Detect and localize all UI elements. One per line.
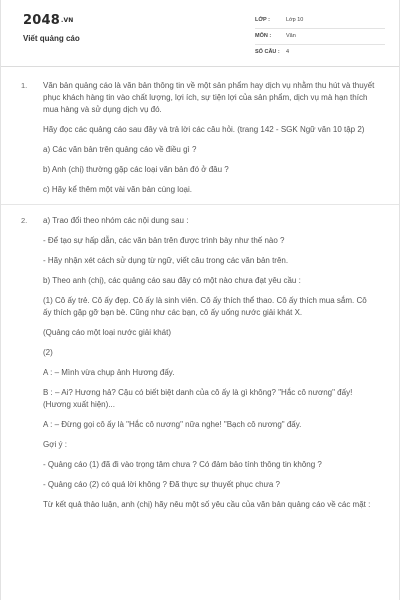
question-paragraph: Từ kết quả thảo luận, anh (chị) hãy nêu một số yêu cầu của văn bản quảng cáo về các mặt : [43,500,371,509]
meta-row-subject [255,29,385,45]
meta-info [255,13,385,61]
question-list [1,80,399,519]
question-paragraph: A : – Đừng gọi cô ấy là "Hắc cô nương" nữa nghe! "Bạch cô nương" đấy. [43,420,302,429]
worksheet-header [1,0,399,67]
question-paragraph: (Hương xuất hiện)... [43,400,115,409]
question-paragraph: - Để tạo sự hấp dẫn, các văn bản trên được trình bày như thế nào ? [43,236,285,245]
meta-value: Lớp 10 [286,17,304,23]
question-paragraph: (1) Cô ấy trẻ. Cô ấy đẹp. Cô ấy là sinh viên. Cô ấy thích thể thao. Cô ấy thích mua sắm. Cô ấy thích gặp gỡ bạn bè. Cũng như các bạn, cô ấy uống nước giải khát X. [43,296,367,317]
question-1 [1,80,399,196]
question-divider [1,204,399,205]
question-paragraph: b) Theo anh (chị), các quảng cáo sau đây có một nào chưa đạt yêu cầu : [43,276,301,285]
logo-text: 2048 [23,13,60,28]
question-paragraph: - Hãy nhận xét cách sử dụng từ ngữ, viết câu trong các văn bản trên. [43,256,289,265]
question-paragraph: a) Trao đổi theo nhóm các nội dung sau : [43,216,189,225]
question-paragraph: - Quảng cáo (1) đã đi vào trọng tâm chưa ? Có đảm bảo tính thông tin không ? [43,460,322,469]
question-paragraph: Hãy đọc các quảng cáo sau đây và trả lời các câu hỏi. (trang 142 - SGK Ngữ văn 10 tập 2) [43,125,365,134]
meta-value: Văn [286,33,296,39]
question-paragraph: c) Hãy kể thêm một vài văn bản cùng loại. [43,185,192,194]
meta-row-question-count [255,45,385,61]
question-body [43,215,377,511]
question-paragraph: Gợi ý : [43,440,67,449]
question-number: 2. [21,216,28,225]
question-paragraph: (Quảng cáo một loại nước giải khát) [43,328,171,337]
question-paragraph: A : – Mình vừa chụp ảnh Hương đấy. [43,368,175,377]
question-paragraph: Văn bản quảng cáo là văn bản thông tin về một sản phẩm hay dịch vụ nhằm thu hút và thuyết phục khách hàng tin vào chất lượng, lợi ích, sự tiện lợi của sản phẩm, dịch vụ mà hạn thích mua hàng và sử dụng dịch vụ đó. [43,81,375,114]
meta-label: LỚP : [255,17,270,23]
question-body [43,80,377,196]
question-number: 1. [21,81,28,90]
question-paragraph: a) Các văn bản trên quảng cáo về điều gì ? [43,145,197,154]
meta-row-class [255,13,385,29]
logo-domain: .VN [60,17,74,24]
question-paragraph: - Quảng cáo (2) có quá lời không ? Đã thực sự thuyết phục chưa ? [43,480,280,489]
page-title: Viết quảng cáo [23,34,80,43]
question-2 [1,215,399,511]
site-logo[interactable] [23,13,74,28]
meta-label: MÔN : [255,33,272,39]
question-paragraph: (2) [43,348,53,357]
meta-value: 4 [286,49,290,55]
meta-label: SỐ CÂU : [255,49,280,55]
question-paragraph: B : – Ai? Hương hả? Cậu có biết biệt danh của cô ấy là gì không? "Hắc cô nương" đấy! [43,388,353,397]
question-paragraph: b) Anh (chị) thường gặp các loại văn bản đó ở đâu ? [43,165,229,174]
